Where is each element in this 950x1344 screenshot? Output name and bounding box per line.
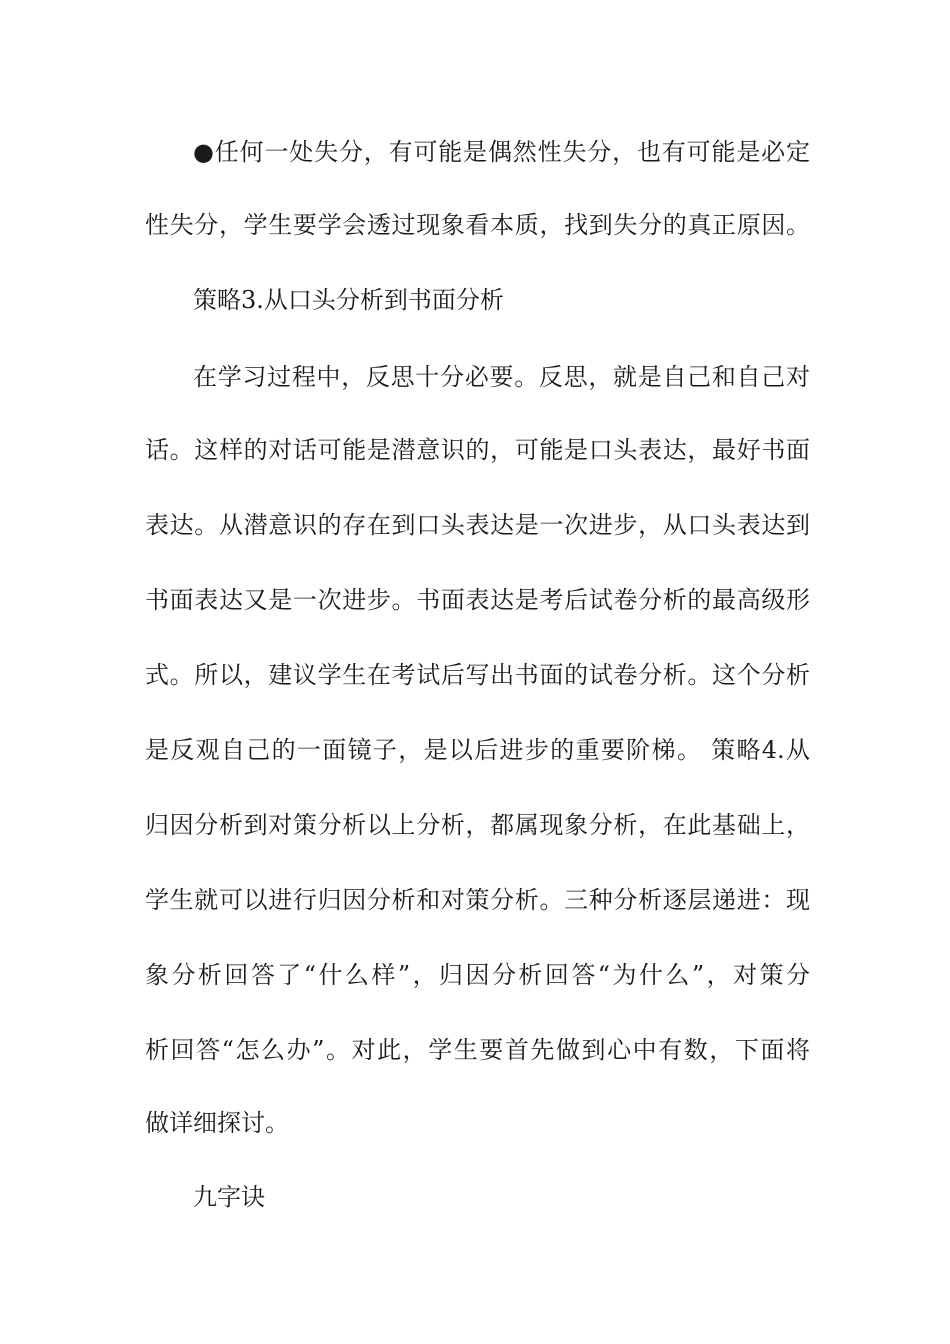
paragraph-line: 是反观自己的一面镜子，是以后进步的重要阶梯。 策略4.从 [145, 736, 810, 764]
paragraph-line: 书面表达又是一次进步。书面表达是考后试卷分析的最高级形 [145, 586, 810, 614]
section-heading: 策略3.从口头分析到书面分析 [193, 286, 504, 314]
paragraph-line: 学生就可以进行归因分析和对策分析。三种分析逐层递进：现 [145, 886, 810, 914]
paragraph-line: 性失分，学生要学会透过现象看本质，找到失分的真正原因。 [145, 211, 810, 239]
paragraph-line: 话。这样的对话可能是潜意识的，可能是口头表达，最好书面 [145, 436, 810, 464]
paragraph-line: 归因分析到对策分析以上分析，都属现象分析，在此基础上， [145, 811, 810, 839]
paragraph-line: 在学习过程中，反思十分必要。反思，就是自己和自己对 [193, 363, 810, 391]
paragraph-line: 做详细探讨。 [145, 1109, 289, 1137]
paragraph-line: 式。所以，建议学生在考试后写出书面的试卷分析。这个分析 [145, 661, 810, 689]
paragraph-line: ●任何一处失分，有可能是偶然性失分，也有可能是必定 [193, 138, 810, 166]
paragraph-line: 析回答“怎么办”。对此，学生要首先做到心中有数，下面将 [145, 1036, 810, 1064]
paragraph-line: 象分析回答了“什么样”，归因分析回答“为什么”，对策分 [145, 961, 810, 989]
section-heading: 九字诀 [193, 1183, 265, 1211]
paragraph-line: 表达。从潜意识的存在到口头表达是一次进步，从口头表达到 [145, 511, 810, 539]
